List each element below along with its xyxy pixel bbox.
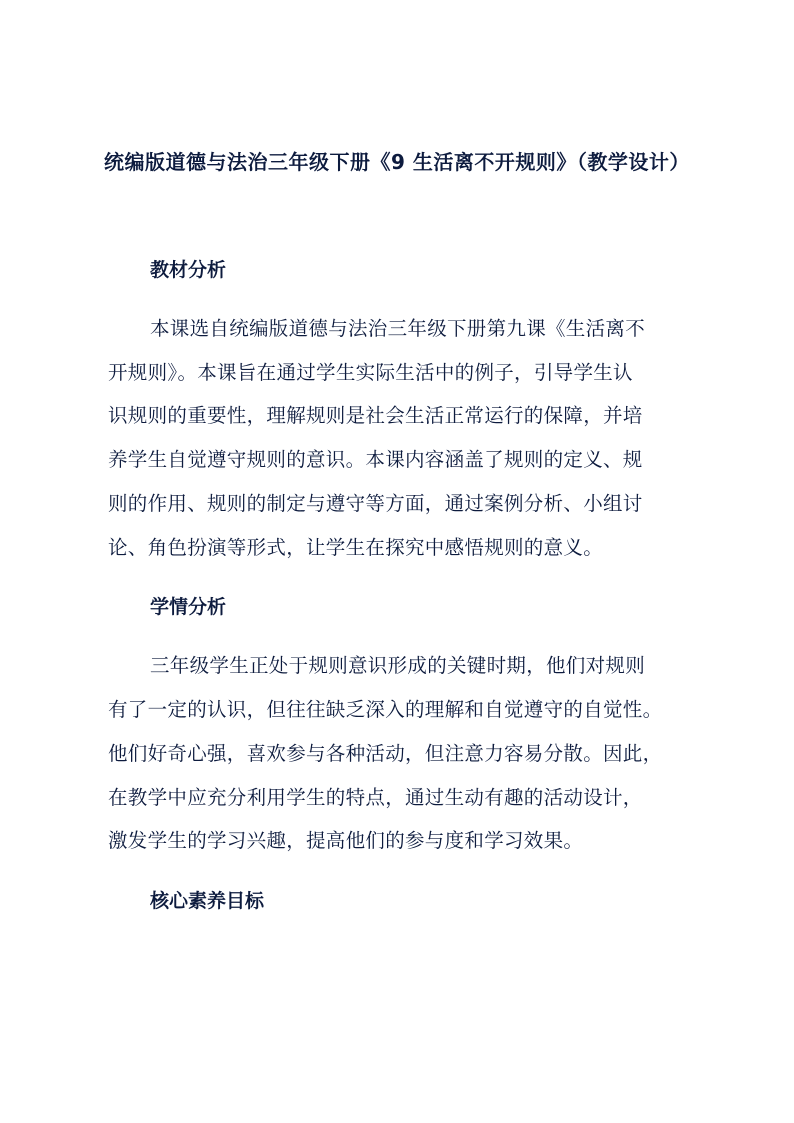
paragraph-line: 在教学中应充分利用学生的特点，通过生动有趣的活动设计， [108,786,643,809]
paragraph-line: 激发学生的学习兴趣，提高他们的参与度和学习效果。 [108,829,584,852]
paragraph-line: 养学生自觉遵守规则的意识。本课内容涵盖了规则的定义、规 [108,448,643,471]
paragraph-line: 本课选自统编版道德与法治三年级下册第九课《生活离不 [150,317,646,340]
section-heading-core-literacy-goals: 核心素养目标 [150,890,265,912]
paragraph-line: 论、角色扮演等形式，让学生在探究中感悟规则的意义。 [108,536,604,559]
paragraph-line: 他们好奇心强，喜欢参与各种活动，但注意力容易分散。因此， [108,742,663,765]
paragraph-line: 识规则的重要性，理解规则是社会生活正常运行的保障，并培 [108,404,643,427]
paragraph-line: 则的作用、规则的制定与遵守等方面，通过案例分析、小组讨 [108,492,643,515]
paragraph-line: 有了一定的认识，但往往缺乏深入的理解和自觉遵守的自觉性。 [108,698,663,721]
document-title: 统编版道德与法治三年级下册《9 生活离不开规则》（教学设计） [104,150,690,174]
paragraph-line: 开规则》。本课旨在通过学生实际生活中的例子，引导学生认 [108,361,633,384]
section-heading-textbook-analysis: 教材分析 [150,259,227,281]
section-heading-student-analysis: 学情分析 [150,596,227,618]
paragraph-line: 三年级学生正处于规则意识形成的关键时期，他们对规则 [150,654,646,677]
